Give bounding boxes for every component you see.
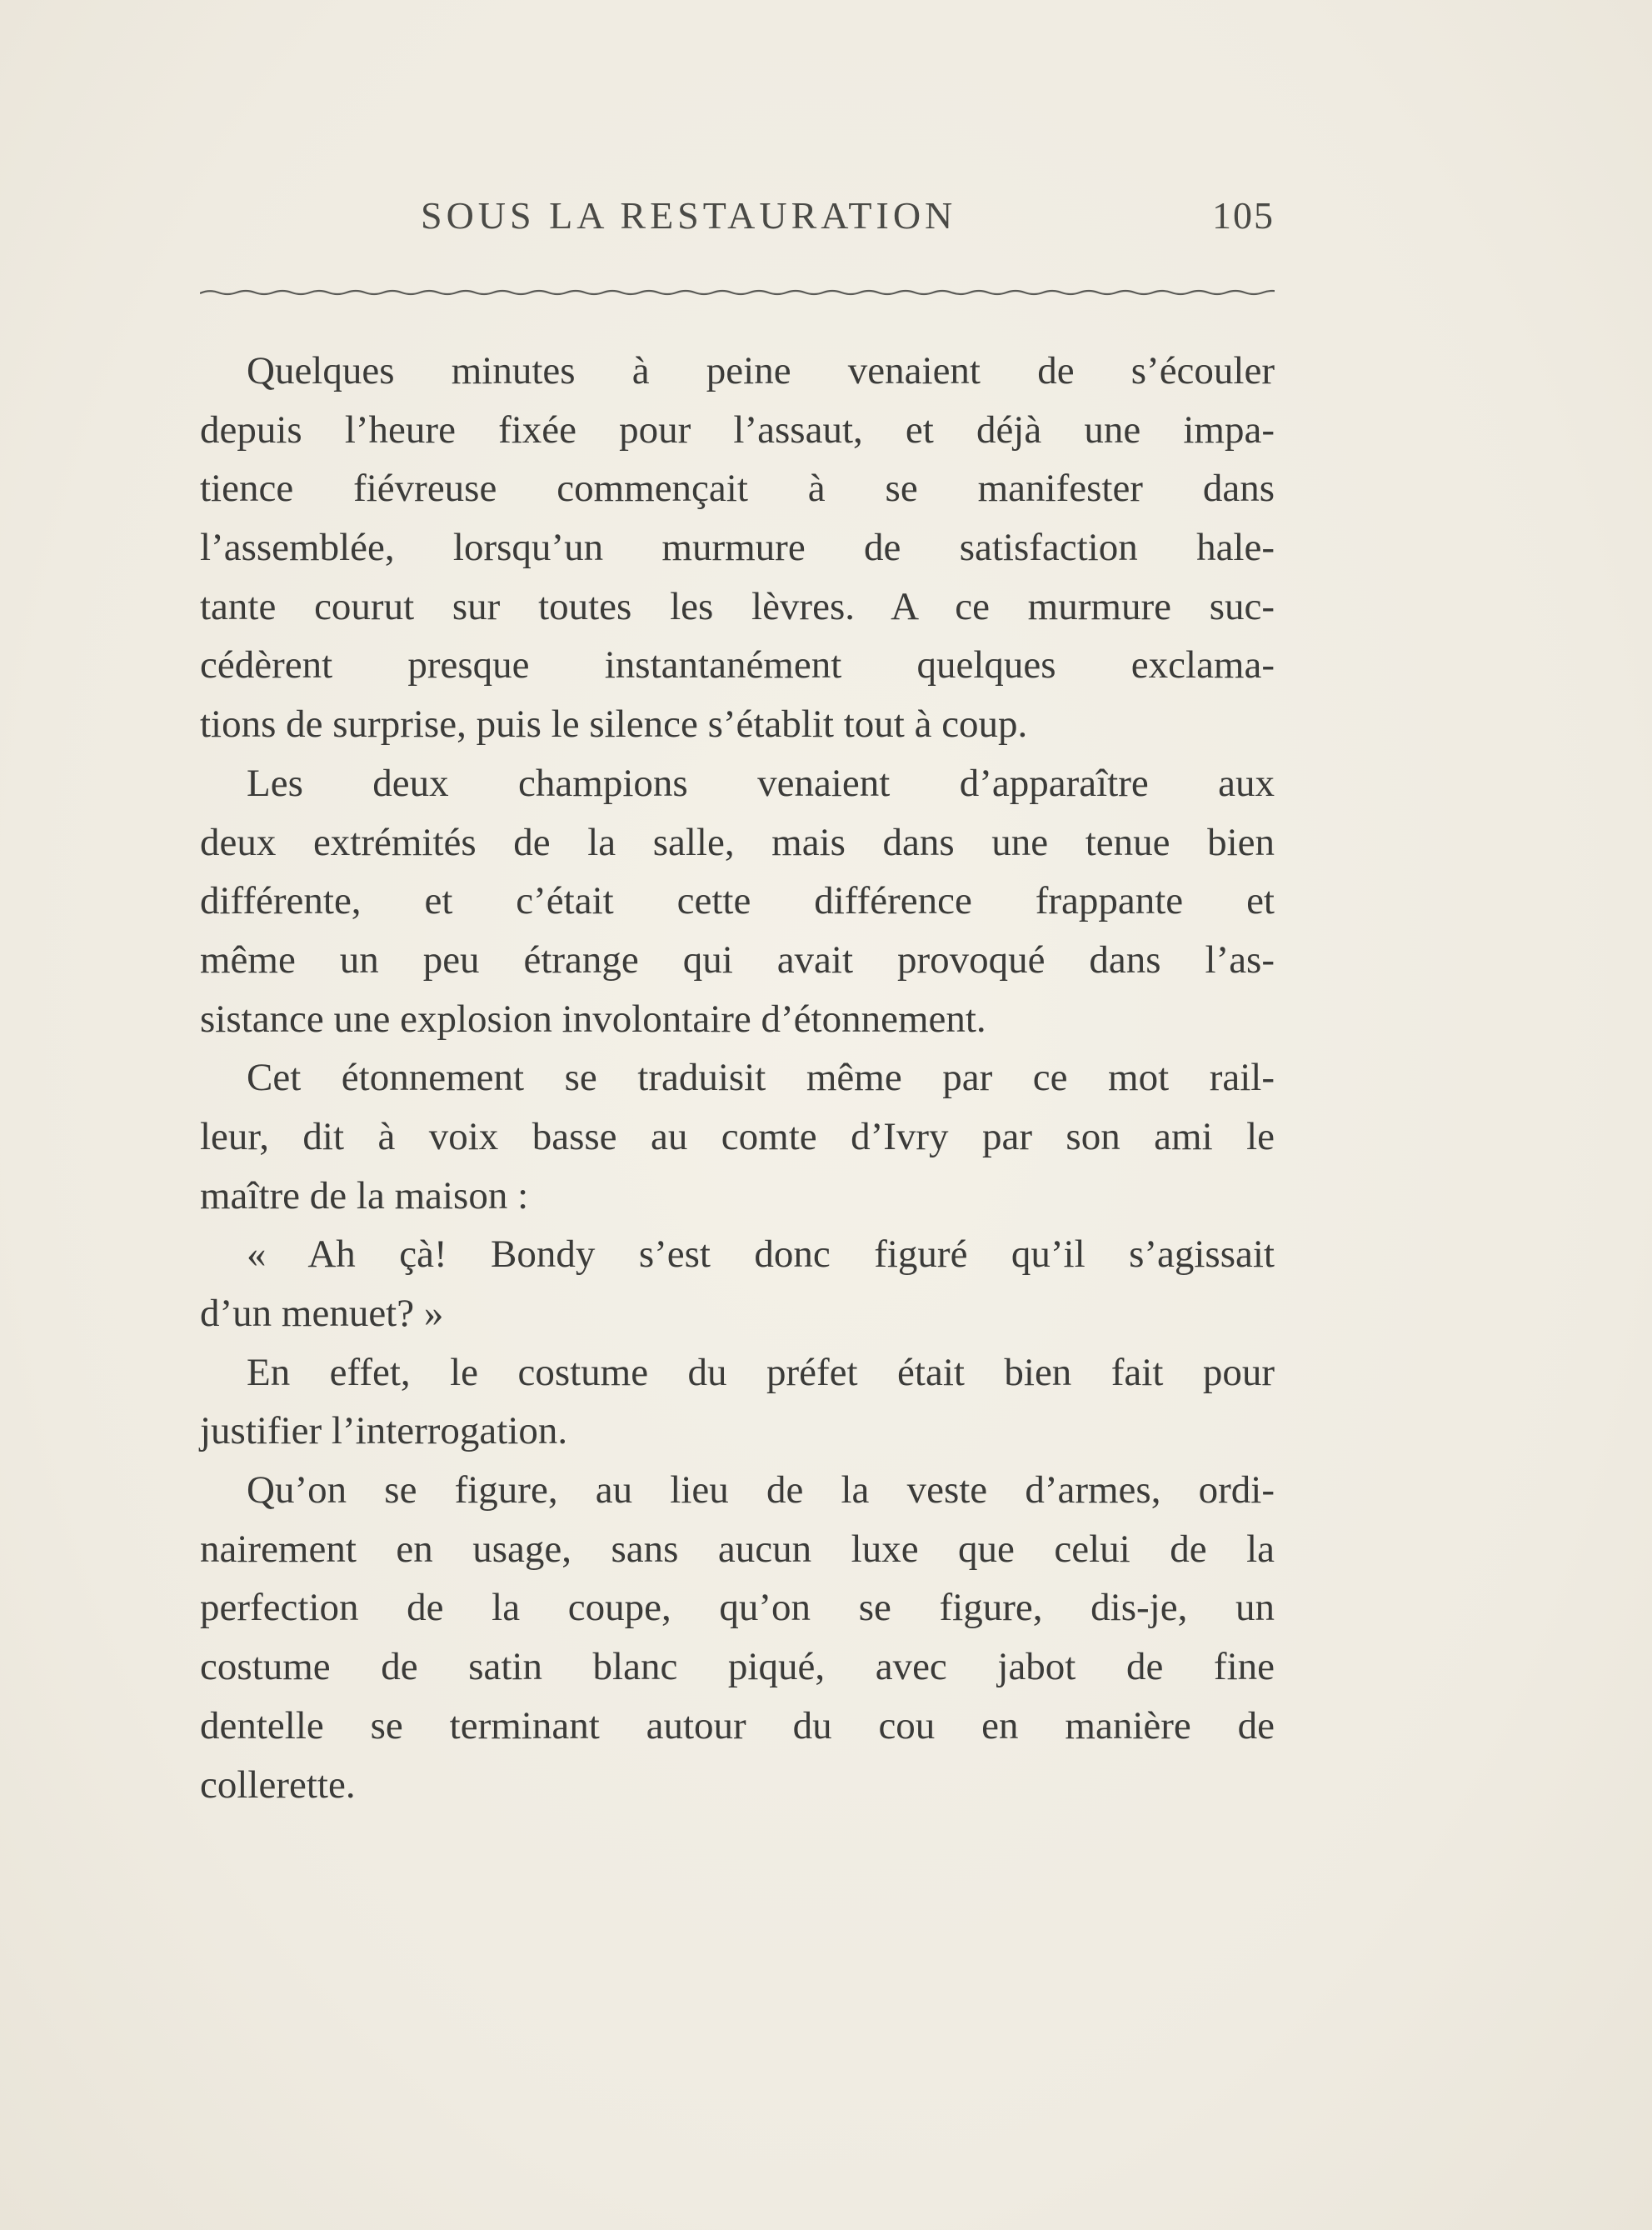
text-line: Cet étonnement se traduisit même par ce mot rail-: [247, 1056, 1275, 1100]
text-line: costume de satin blanc piqué, avec jabot de fine: [200, 1645, 1275, 1689]
text-line: maître de la maison :: [200, 1173, 529, 1218]
page-header: [200, 193, 1275, 260]
text-line: cédèrent presque instantanément quelques exclama-: [200, 643, 1275, 688]
text-line: deux extrémités de la salle, mais dans une tenue bien: [200, 820, 1275, 864]
text-line: tions de surprise, puis le silence s’établit tout à coup.: [200, 702, 1028, 747]
page-number: 105: [1212, 194, 1275, 237]
text-line: En effet, le costume du préfet était bien fait pour: [247, 1350, 1275, 1394]
text-line: l’assemblée, lorsqu’un murmure de satisfaction hale-: [200, 526, 1275, 570]
text-line: nairement en usage, sans aucun luxe que celui de la: [200, 1527, 1275, 1571]
text-line: leur, dit à voix basse au comte d’Ivry par son ami le: [200, 1114, 1275, 1158]
body-text: [200, 342, 1275, 1814]
text-line: depuis l’heure fixée pour l’assaut, et déjà une impa-: [200, 408, 1275, 452]
text-line: d’un menuet? »: [200, 1292, 444, 1335]
text-line: perfection de la coupe, qu’on se figure, dis-je, un: [200, 1586, 1275, 1630]
text-line: Quelques minutes à peine venaient de s’écouler: [247, 349, 1275, 392]
text-line: tience fiévreuse commençait à se manifester dans: [200, 467, 1275, 511]
text-line: justifier l’interrogation.: [200, 1409, 568, 1453]
text-line: sistance une explosion involontaire d’étonnement.: [200, 997, 986, 1041]
text-line: « Ah çà! Bondy s’est donc figuré qu’il s’agissait: [247, 1232, 1275, 1277]
text-line: dentelle se terminant autour du cou en manière de: [200, 1703, 1275, 1748]
wavy-rule-divider: [200, 280, 1275, 305]
text-line: Qu’on se figure, au lieu de la veste d’armes, ordi-: [247, 1468, 1275, 1512]
running-title: SOUS LA RESTAURATION: [421, 194, 957, 237]
text-line: collerette.: [200, 1762, 356, 1807]
text-line: Les deux champions venaient d’apparaître aux: [247, 761, 1275, 805]
text-line: même un peu étrange qui avait provoqué dans l’as-: [200, 938, 1275, 982]
text-line: différente, et c’était cette différence frappante et: [200, 879, 1275, 923]
text-line: tante courut sur toutes les lèvres. A ce murmure suc-: [200, 584, 1275, 628]
